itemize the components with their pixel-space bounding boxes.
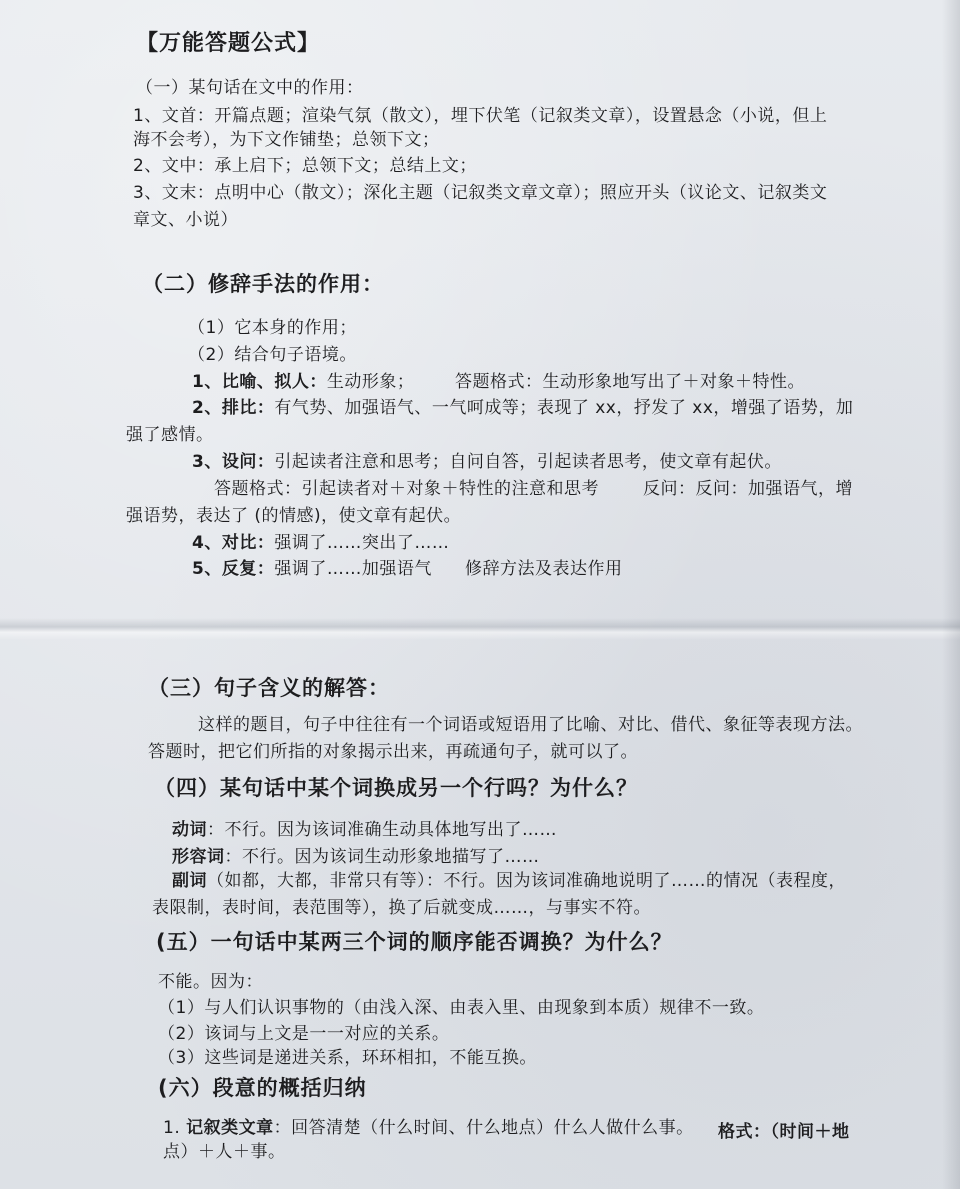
verb-text: ：不行。因为该词准确生动具体地写出了…… <box>207 820 557 840</box>
s6-format <box>718 1120 850 1144</box>
item-5-label: 5、反复： <box>192 559 275 579</box>
section-4-heading: （四）某句话中某个词换成另一个行吗？为什么？ <box>154 776 638 800</box>
s2-point-1: （1）它本身的作用； <box>188 318 357 338</box>
item-5-text: 强调了……加强语气 <box>274 559 432 579</box>
section-2-heading: （二）修辞手法的作用： <box>142 272 384 296</box>
verb-label: 动词 <box>172 820 207 840</box>
s1-line-3a: 3、文末：点明中心（散文）；深化主题（记叙类文章文章）；照应开头（议论文、记叙类文 <box>133 183 828 203</box>
s2-item-3-cont: 强语势，表达了 (的情感)，使文章有起伏。 <box>126 506 462 526</box>
s6-format-text: 格式：（时间＋地 <box>718 1122 850 1142</box>
s2-item-4 <box>192 531 449 555</box>
s6-line-1-cont: 点）＋人＋事。 <box>163 1142 286 1162</box>
document-title: 【万能答题公式】 <box>136 31 321 56</box>
s1-line-1a: 1、文首：开篇点题；渲染气氛（散文），埋下伏笔（记叙类文章），设置悬念（小说，但上 <box>133 106 828 126</box>
s5-line-0: 不能。因为： <box>158 972 263 992</box>
s2-item-3-rev: 反问：反问：加强语气，增 <box>643 479 853 499</box>
item-1-label: 1、比喻、拟人： <box>192 372 327 392</box>
s2-item-2-cont: 强了感情。 <box>126 425 214 445</box>
adjective-text: ：不行。因为该词生动形象地描写了…… <box>224 847 540 867</box>
s2-item-1 <box>192 370 414 394</box>
s2-item-5-note: 修辞方法及表达作用 <box>465 559 623 579</box>
item-3-text: 引起读者注意和思考；自问自答，引起读者思考，使文章有起伏。 <box>274 452 782 472</box>
s5-line-1: （1）与人们认识事物的（由浅入深、由表入里、由现象到本质）规律不一致。 <box>158 998 765 1018</box>
s6-item-number: 1. <box>163 1118 181 1138</box>
s3-line-2: 答题时，把它们所指的对象揭示出来，再疏通句子，就可以了。 <box>148 742 638 762</box>
s6-item-text: ：回答清楚（什么时间、什么地点）什么人做什么事。 <box>273 1118 694 1138</box>
adjective-label: 形容词 <box>172 847 225 867</box>
s2-item-1-format: 答题格式：生动形象地写出了＋对象＋特性。 <box>455 372 805 392</box>
s1-line-1b: 海不会考），为下文作铺垫；总领下文； <box>133 130 440 150</box>
paper-edge-shadow <box>942 0 960 1189</box>
s4-adjective <box>172 845 540 869</box>
s2-item-3-format: 答题格式：引起读者对＋对象＋特性的注意和思考 <box>214 479 599 499</box>
section-1-heading: （一）某句话在文中的作用： <box>136 78 364 98</box>
item-4-label: 4、对比： <box>192 533 275 553</box>
item-3-label: 3、设问： <box>192 452 275 472</box>
s4-adverb-cont: 表限制，表时间，表范围等），换了后就变成……，与事实不符。 <box>152 898 651 918</box>
s1-line-3b: 章文、小说） <box>133 210 238 230</box>
s2-item-5 <box>192 557 432 581</box>
item-1-text: 生动形象； <box>326 372 415 392</box>
s1-line-2: 2、文中：承上启下；总领下文；总结上文； <box>133 156 477 176</box>
item-2-text: 有气势、加强语气、一气呵成等；表现了 xx，抒发了 xx，增强了语势，加 <box>274 398 854 418</box>
s2-item-3 <box>192 450 782 474</box>
item-2-label: 2、排比： <box>192 398 275 418</box>
s5-line-2: （2）该词与上文是一一对应的关系。 <box>158 1024 450 1044</box>
paper-fold <box>0 618 960 640</box>
adverb-label: 副词 <box>172 871 207 891</box>
s2-point-2: （2）结合句子语境。 <box>188 345 357 365</box>
section-5-heading: (五）一句话中某两三个词的顺序能否调换？为什么？ <box>156 930 673 954</box>
s3-line-1: 这样的题目，句子中往往有一个词语或短语用了比喻、对比、借代、象征等表现方法。 <box>198 715 863 735</box>
s2-item-2 <box>192 396 853 420</box>
section-3-heading: （三）句子含义的解答： <box>148 676 390 700</box>
s6-line-1 <box>163 1116 694 1140</box>
s6-item-label: 记叙类文章 <box>186 1118 274 1138</box>
item-4-text: 强调了……突出了…… <box>274 533 450 553</box>
s4-verb <box>172 818 557 842</box>
s5-line-3: （3）这些词是递进关系，环环相扣，不能互换。 <box>158 1048 537 1068</box>
section-6-heading: (六）段意的概括归纳 <box>158 1076 367 1100</box>
s4-adverb <box>172 869 846 893</box>
adverb-text: （如都，大都，非常只有等）：不行。因为该词准确地说明了……的情况（表程度， <box>207 871 846 891</box>
